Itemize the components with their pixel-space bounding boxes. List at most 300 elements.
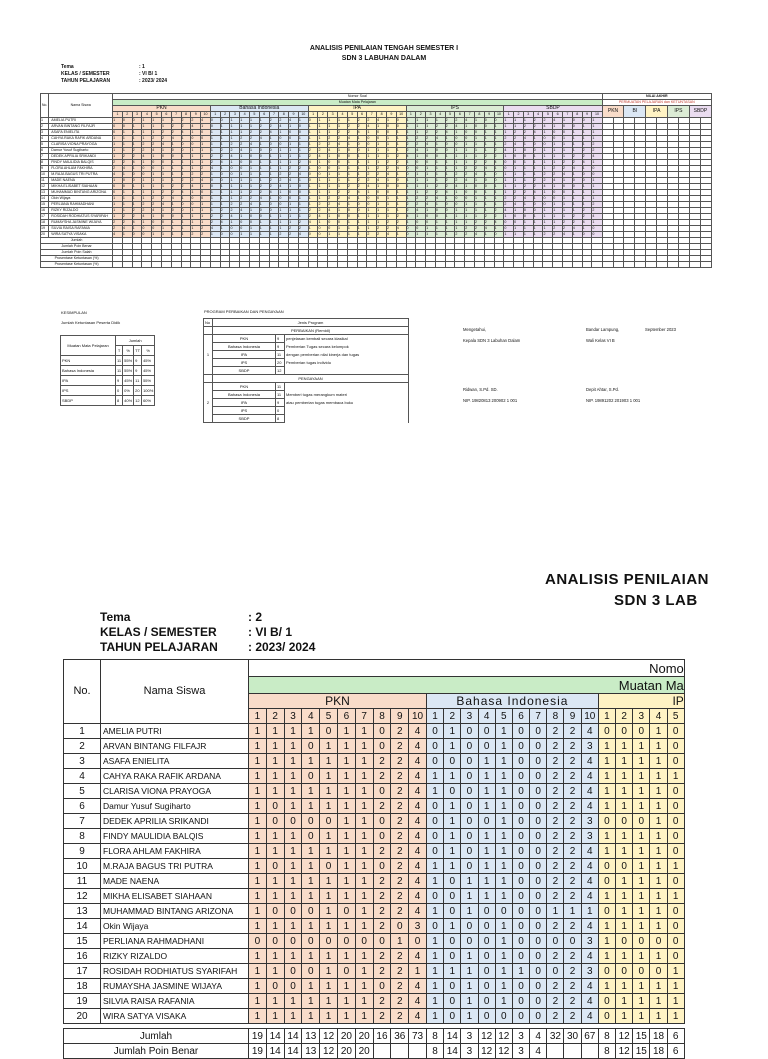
score-cell: 1 bbox=[563, 214, 573, 220]
score-cell: 1 bbox=[249, 814, 267, 829]
score-cell: 1 bbox=[444, 724, 461, 739]
score-cell: 0 bbox=[181, 202, 191, 208]
score-cell: 0 bbox=[667, 799, 684, 814]
score-cell: 0 bbox=[122, 178, 132, 184]
score-cell: 0 bbox=[494, 178, 504, 184]
score-cell: 1 bbox=[455, 214, 465, 220]
score-cell: 1 bbox=[210, 148, 220, 154]
kes-ttp: 45% bbox=[142, 366, 155, 376]
score-cell: 0 bbox=[373, 979, 391, 994]
student-no: 3 bbox=[41, 130, 49, 136]
score-cell: 1 bbox=[298, 136, 308, 142]
score-cell: 1 bbox=[386, 154, 396, 160]
score-cell: 4 bbox=[210, 166, 220, 172]
score-cell: 0 bbox=[530, 724, 547, 739]
score-cell: 1 bbox=[416, 118, 426, 124]
score-cell: 1 bbox=[616, 994, 633, 1009]
score-cell: 1 bbox=[445, 136, 455, 142]
footer-cell bbox=[367, 262, 377, 268]
score-cell: 1 bbox=[598, 754, 615, 769]
score-cell: 0 bbox=[367, 202, 377, 208]
muatan-label: Muatan Mata Pelajaran bbox=[113, 100, 603, 106]
score-cell: 2 bbox=[564, 739, 581, 754]
score-cell: 2 bbox=[391, 979, 409, 994]
score-cell: 2 bbox=[391, 904, 409, 919]
score-cell: 1 bbox=[249, 904, 267, 919]
score-cell: 1 bbox=[650, 754, 667, 769]
score-cell: 0 bbox=[435, 154, 445, 160]
score-cell: 0 bbox=[667, 829, 684, 844]
score-cell: 1 bbox=[201, 160, 211, 166]
score-cell: 1 bbox=[504, 178, 514, 184]
score-cell: 4 bbox=[484, 166, 494, 172]
score-cell: 1 bbox=[269, 214, 279, 220]
score-cell: 1 bbox=[161, 226, 171, 232]
student-no: 5 bbox=[64, 784, 101, 799]
score-cell: 1 bbox=[426, 964, 443, 979]
score-cell: 0 bbox=[530, 874, 547, 889]
student-no: 13 bbox=[41, 190, 49, 196]
score-cell: 0 bbox=[338, 214, 348, 220]
score-cell: 0 bbox=[547, 964, 564, 979]
score-cell: 1 bbox=[367, 190, 377, 196]
subject-header: IPA bbox=[308, 106, 406, 112]
score-cell: 0 bbox=[230, 232, 240, 238]
score-cell: 0 bbox=[564, 934, 581, 949]
score-cell: 1 bbox=[543, 160, 553, 166]
score-cell: 1 bbox=[406, 220, 416, 226]
score-cell: 4 bbox=[259, 196, 269, 202]
score-cell: 1 bbox=[465, 208, 475, 214]
score-cell: 1 bbox=[284, 994, 302, 1009]
score-cell: 0 bbox=[357, 208, 367, 214]
score-cell: 4 bbox=[581, 889, 598, 904]
question-number: 9 bbox=[386, 112, 396, 118]
score-cell: 1 bbox=[230, 196, 240, 202]
footer-cell: 20 bbox=[355, 1044, 373, 1059]
score-cell: 1 bbox=[318, 130, 328, 136]
score-cell: 2 bbox=[152, 142, 162, 148]
score-cell: 0 bbox=[667, 724, 684, 739]
score-cell: 2 bbox=[564, 844, 581, 859]
score-cell: 1 bbox=[250, 118, 260, 124]
student-row bbox=[64, 934, 685, 949]
score-cell: 1 bbox=[367, 220, 377, 226]
score-cell: 1 bbox=[308, 196, 318, 202]
score-cell: 0 bbox=[357, 202, 367, 208]
score-cell: 2 bbox=[391, 889, 409, 904]
kes-tp: 0% bbox=[123, 386, 134, 396]
prog-blank bbox=[204, 327, 213, 335]
student-name: RUMAYSHA JASMINE WIJAYA bbox=[101, 979, 249, 994]
score-cell: 0 bbox=[386, 190, 396, 196]
score-cell: 2 bbox=[391, 784, 409, 799]
score-cell: 0 bbox=[512, 844, 529, 859]
score-cell: 2 bbox=[391, 829, 409, 844]
score-cell: 1 bbox=[543, 154, 553, 160]
score-cell: 2 bbox=[474, 226, 484, 232]
score-cell: 1 bbox=[667, 994, 684, 1009]
score-cell: 3 bbox=[581, 964, 598, 979]
score-cell: 1 bbox=[240, 124, 250, 130]
score-cell: 2 bbox=[240, 202, 250, 208]
question-number: 2 bbox=[444, 709, 461, 724]
score-cell: 2 bbox=[391, 1009, 409, 1024]
score-cell: 0 bbox=[426, 724, 443, 739]
score-cell: 1 bbox=[616, 904, 633, 919]
score-cell: 0 bbox=[406, 166, 416, 172]
score-cell: 2 bbox=[564, 859, 581, 874]
score-cell: 2 bbox=[201, 172, 211, 178]
score-cell: 1 bbox=[289, 124, 299, 130]
score-cell: 1 bbox=[250, 208, 260, 214]
score-cell: 0 bbox=[142, 172, 152, 178]
footer-label: Jumlah bbox=[41, 238, 113, 244]
score-cell: 0 bbox=[320, 724, 338, 739]
footer-label: Jumlah Poin Benar bbox=[64, 1044, 249, 1059]
subject-bi: Bahasa Indonesia bbox=[426, 694, 598, 709]
student-row bbox=[64, 769, 685, 784]
score-cell: 1 bbox=[553, 142, 563, 148]
score-cell: 1 bbox=[445, 196, 455, 202]
score-cell: 1 bbox=[250, 124, 260, 130]
student-row bbox=[64, 994, 685, 1009]
score-cell: 1 bbox=[298, 178, 308, 184]
score-cell: 0 bbox=[171, 154, 181, 160]
score-cell: 0 bbox=[484, 124, 494, 130]
score-cell: 1 bbox=[474, 214, 484, 220]
student-row bbox=[64, 859, 685, 874]
score-cell: 2 bbox=[122, 154, 132, 160]
student-no: 18 bbox=[41, 220, 49, 226]
question-number: 7 bbox=[269, 112, 279, 118]
score-cell: 1 bbox=[533, 166, 543, 172]
score-cell: 1 bbox=[445, 214, 455, 220]
sig-right-nip: NIP. 19891202 201903 1 001 bbox=[586, 398, 641, 403]
score-cell: 1 bbox=[338, 124, 348, 130]
score-cell: 1 bbox=[269, 166, 279, 172]
score-cell: 1 bbox=[181, 220, 191, 226]
score-cell: 1 bbox=[152, 184, 162, 190]
score-cell: 2 bbox=[132, 148, 142, 154]
score-cell: 2 bbox=[391, 859, 409, 874]
score-cell: 1 bbox=[161, 178, 171, 184]
score-cell: 4 bbox=[409, 799, 427, 814]
score-cell: 2 bbox=[396, 160, 406, 166]
score-cell: 0 bbox=[240, 226, 250, 232]
score-cell: 0 bbox=[667, 919, 684, 934]
score-cell: 2 bbox=[391, 799, 409, 814]
score-cell: 1 bbox=[455, 160, 465, 166]
score-cell: 1 bbox=[572, 190, 582, 196]
score-cell: 1 bbox=[279, 214, 289, 220]
score-cell: 1 bbox=[633, 859, 650, 874]
score-cell: 0 bbox=[598, 724, 615, 739]
score-cell: 4 bbox=[250, 202, 260, 208]
score-cell: 0 bbox=[445, 148, 455, 154]
footer-cell: 12 bbox=[616, 1029, 633, 1044]
score-cell: 0 bbox=[598, 904, 615, 919]
score-cell: 1 bbox=[284, 799, 302, 814]
score-cell: 0 bbox=[426, 754, 443, 769]
score-cell: 1 bbox=[514, 124, 524, 130]
score-cell: 1 bbox=[514, 118, 524, 124]
score-cell: 1 bbox=[514, 232, 524, 238]
score-cell: 2 bbox=[367, 118, 377, 124]
footer-cell bbox=[582, 262, 592, 268]
score-cell: 1 bbox=[284, 859, 302, 874]
score-cell: 1 bbox=[171, 226, 181, 232]
prog-count: 11 bbox=[276, 391, 285, 399]
score-cell: 1 bbox=[355, 919, 373, 934]
score-cell: 0 bbox=[152, 226, 162, 232]
score-cell: 1 bbox=[357, 214, 367, 220]
score-cell: 0 bbox=[512, 784, 529, 799]
student-no: 1 bbox=[64, 724, 101, 739]
score-cell: 1 bbox=[284, 829, 302, 844]
score-cell: 2 bbox=[582, 214, 592, 220]
footer-cell: 4 bbox=[530, 1029, 547, 1044]
score-cell: 1 bbox=[650, 724, 667, 739]
footer-cell bbox=[553, 262, 563, 268]
score-cell: 0 bbox=[318, 232, 328, 238]
score-cell: 1 bbox=[355, 829, 373, 844]
score-cell: 1 bbox=[250, 226, 260, 232]
meta-label: Tema bbox=[100, 610, 131, 624]
student-no: 20 bbox=[64, 1009, 101, 1024]
footer-cell bbox=[132, 262, 142, 268]
score-cell: 0 bbox=[279, 136, 289, 142]
score-cell: 2 bbox=[357, 118, 367, 124]
score-cell: 1 bbox=[320, 799, 338, 814]
score-cell: 2 bbox=[161, 190, 171, 196]
score-cell: 1 bbox=[377, 124, 387, 130]
score-cell: 1 bbox=[523, 178, 533, 184]
score-cell: 1 bbox=[302, 1009, 320, 1024]
score-cell: 1 bbox=[563, 178, 573, 184]
kes-subcol: TT bbox=[134, 346, 142, 356]
score-cell: 1 bbox=[152, 130, 162, 136]
score-cell: 2 bbox=[230, 202, 240, 208]
score-cell: 0 bbox=[302, 769, 320, 784]
score-cell: 0 bbox=[598, 859, 615, 874]
score-cell: 1 bbox=[494, 196, 504, 202]
score-cell: 1 bbox=[592, 160, 602, 166]
score-cell: 1 bbox=[426, 184, 436, 190]
question-number: 5 bbox=[250, 112, 260, 118]
score-cell: 1 bbox=[279, 154, 289, 160]
score-cell: 1 bbox=[298, 214, 308, 220]
score-cell: 4 bbox=[409, 754, 427, 769]
score-cell: 2 bbox=[122, 220, 132, 226]
score-cell: 1 bbox=[113, 142, 123, 148]
score-cell: 0 bbox=[461, 724, 478, 739]
prog-note: Pemberian tugas individu bbox=[285, 359, 409, 367]
score-cell: 0 bbox=[444, 889, 461, 904]
student-row bbox=[64, 874, 685, 889]
score-cell: 0 bbox=[543, 136, 553, 142]
score-cell: 0 bbox=[230, 166, 240, 172]
score-cell: 0 bbox=[240, 220, 250, 226]
score-cell: 0 bbox=[444, 874, 461, 889]
score-cell: 1 bbox=[142, 220, 152, 226]
score-cell: 1 bbox=[266, 874, 284, 889]
score-cell: 0 bbox=[337, 904, 355, 919]
footer-cell bbox=[474, 262, 484, 268]
score-cell: 4 bbox=[581, 799, 598, 814]
student-row bbox=[64, 739, 685, 754]
score-cell: 1 bbox=[347, 142, 357, 148]
score-cell: 0 bbox=[266, 859, 284, 874]
score-cell: 1 bbox=[553, 220, 563, 226]
score-cell: 1 bbox=[266, 889, 284, 904]
score-cell: 2 bbox=[113, 166, 123, 172]
score-cell: 0 bbox=[543, 142, 553, 148]
score-cell: 0 bbox=[512, 889, 529, 904]
program-title: PROGRAM PERBAIKAN DAN PENGAYAAN bbox=[204, 309, 284, 314]
score-cell: 1 bbox=[553, 160, 563, 166]
question-number: 6 bbox=[455, 112, 465, 118]
score-cell: 4 bbox=[386, 232, 396, 238]
score-cell: 4 bbox=[514, 202, 524, 208]
score-cell: 2 bbox=[523, 190, 533, 196]
score-cell: 1 bbox=[367, 160, 377, 166]
score-cell: 0 bbox=[530, 949, 547, 964]
sig-right-role: Wali Kelas VI B bbox=[586, 338, 615, 343]
score-cell: 1 bbox=[582, 136, 592, 142]
score-cell: 0 bbox=[426, 220, 436, 226]
student-name: FINDY MAULIDIA BALQIS bbox=[101, 829, 249, 844]
student-row bbox=[64, 754, 685, 769]
student-name: MADE NAENA bbox=[101, 874, 249, 889]
question-number: 4 bbox=[302, 709, 320, 724]
score-cell: 1 bbox=[284, 919, 302, 934]
score-cell: 2 bbox=[543, 232, 553, 238]
score-cell: 1 bbox=[181, 232, 191, 238]
score-cell: 0 bbox=[435, 208, 445, 214]
score-cell: 1 bbox=[355, 874, 373, 889]
score-cell: 4 bbox=[132, 220, 142, 226]
score-cell: 2 bbox=[220, 208, 230, 214]
score-cell: 0 bbox=[530, 844, 547, 859]
score-cell: 0 bbox=[289, 190, 299, 196]
score-cell: 1 bbox=[113, 208, 123, 214]
kes-subcol: % bbox=[142, 346, 155, 356]
score-cell: 2 bbox=[373, 889, 391, 904]
footer-cell: 14 bbox=[444, 1029, 461, 1044]
question-number: 6 bbox=[259, 112, 269, 118]
student-name: ARVAN BINTANG FILFAJR bbox=[101, 739, 249, 754]
student-name: CAHYA RAKA RAFIK ARDANA bbox=[49, 136, 113, 142]
footer-cell bbox=[391, 1044, 409, 1059]
score-cell: 1 bbox=[132, 136, 142, 142]
score-cell: 0 bbox=[650, 934, 667, 949]
score-cell: 2 bbox=[494, 214, 504, 220]
score-cell: 0 bbox=[512, 814, 529, 829]
score-cell: 4 bbox=[504, 208, 514, 214]
score-cell: 0 bbox=[530, 799, 547, 814]
score-cell: 1 bbox=[328, 154, 338, 160]
score-cell: 1 bbox=[337, 739, 355, 754]
score-cell: 1 bbox=[598, 739, 615, 754]
student-no: 20 bbox=[41, 232, 49, 238]
score-cell: 4 bbox=[269, 190, 279, 196]
score-cell: 1 bbox=[266, 919, 284, 934]
score-cell: 4 bbox=[581, 754, 598, 769]
score-cell: 1 bbox=[210, 136, 220, 142]
score-cell: 1 bbox=[426, 769, 443, 784]
score-cell: 1 bbox=[113, 154, 123, 160]
footer-cell bbox=[426, 262, 436, 268]
score-cell: 4 bbox=[494, 160, 504, 166]
prog-count: 9 bbox=[276, 399, 285, 407]
score-cell: 2 bbox=[357, 178, 367, 184]
prog-col-jenis: Jenis Program bbox=[213, 319, 409, 327]
score-cell: 1 bbox=[171, 118, 181, 124]
col-no: No. bbox=[41, 94, 49, 118]
prog-note bbox=[285, 367, 409, 375]
score-cell: 1 bbox=[406, 136, 416, 142]
score-cell: 0 bbox=[530, 979, 547, 994]
score-cell: 2 bbox=[373, 844, 391, 859]
col-name: Nama Siswa bbox=[49, 94, 113, 118]
footer-cell: 18 bbox=[650, 1029, 667, 1044]
score-cell: 1 bbox=[152, 124, 162, 130]
score-cell: 1 bbox=[377, 142, 387, 148]
score-cell: 0 bbox=[523, 154, 533, 160]
score-cell: 2 bbox=[572, 160, 582, 166]
score-cell: 0 bbox=[266, 934, 284, 949]
score-cell: 2 bbox=[386, 220, 396, 226]
score-cell: 1 bbox=[598, 949, 615, 964]
score-cell: 0 bbox=[474, 184, 484, 190]
score-cell: 1 bbox=[461, 904, 478, 919]
score-cell: 1 bbox=[494, 184, 504, 190]
kes-subject: PKN bbox=[61, 356, 116, 366]
score-cell: 1 bbox=[514, 166, 524, 172]
score-cell: 1 bbox=[426, 784, 443, 799]
score-cell: 1 bbox=[355, 979, 373, 994]
score-cell: 2 bbox=[391, 964, 409, 979]
score-cell: 0 bbox=[406, 232, 416, 238]
score-cell: 0 bbox=[461, 799, 478, 814]
kes-tp: 45% bbox=[123, 376, 134, 386]
score-cell: 0 bbox=[667, 844, 684, 859]
score-cell: 4 bbox=[210, 226, 220, 232]
score-cell: 2 bbox=[504, 136, 514, 142]
footer-cell bbox=[269, 262, 279, 268]
score-cell: 1 bbox=[572, 130, 582, 136]
score-cell: 0 bbox=[461, 754, 478, 769]
score-cell: 1 bbox=[465, 124, 475, 130]
score-cell: 1 bbox=[152, 154, 162, 160]
score-cell: 1 bbox=[592, 196, 602, 202]
score-cell: 1 bbox=[484, 142, 494, 148]
footer-label: Prosentase Ketuntasan (%) bbox=[41, 256, 113, 262]
footer-cell: 20 bbox=[337, 1044, 355, 1059]
score-cell: 1 bbox=[284, 739, 302, 754]
score-cell: 1 bbox=[269, 226, 279, 232]
score-cell: 1 bbox=[504, 118, 514, 124]
score-cell: 2 bbox=[347, 190, 357, 196]
score-cell: 0 bbox=[367, 136, 377, 142]
score-cell: 1 bbox=[122, 208, 132, 214]
score-cell: 1 bbox=[249, 724, 267, 739]
score-cell: 1 bbox=[650, 979, 667, 994]
score-cell: 2 bbox=[289, 232, 299, 238]
score-cell: 2 bbox=[210, 220, 220, 226]
score-cell: 1 bbox=[543, 166, 553, 172]
